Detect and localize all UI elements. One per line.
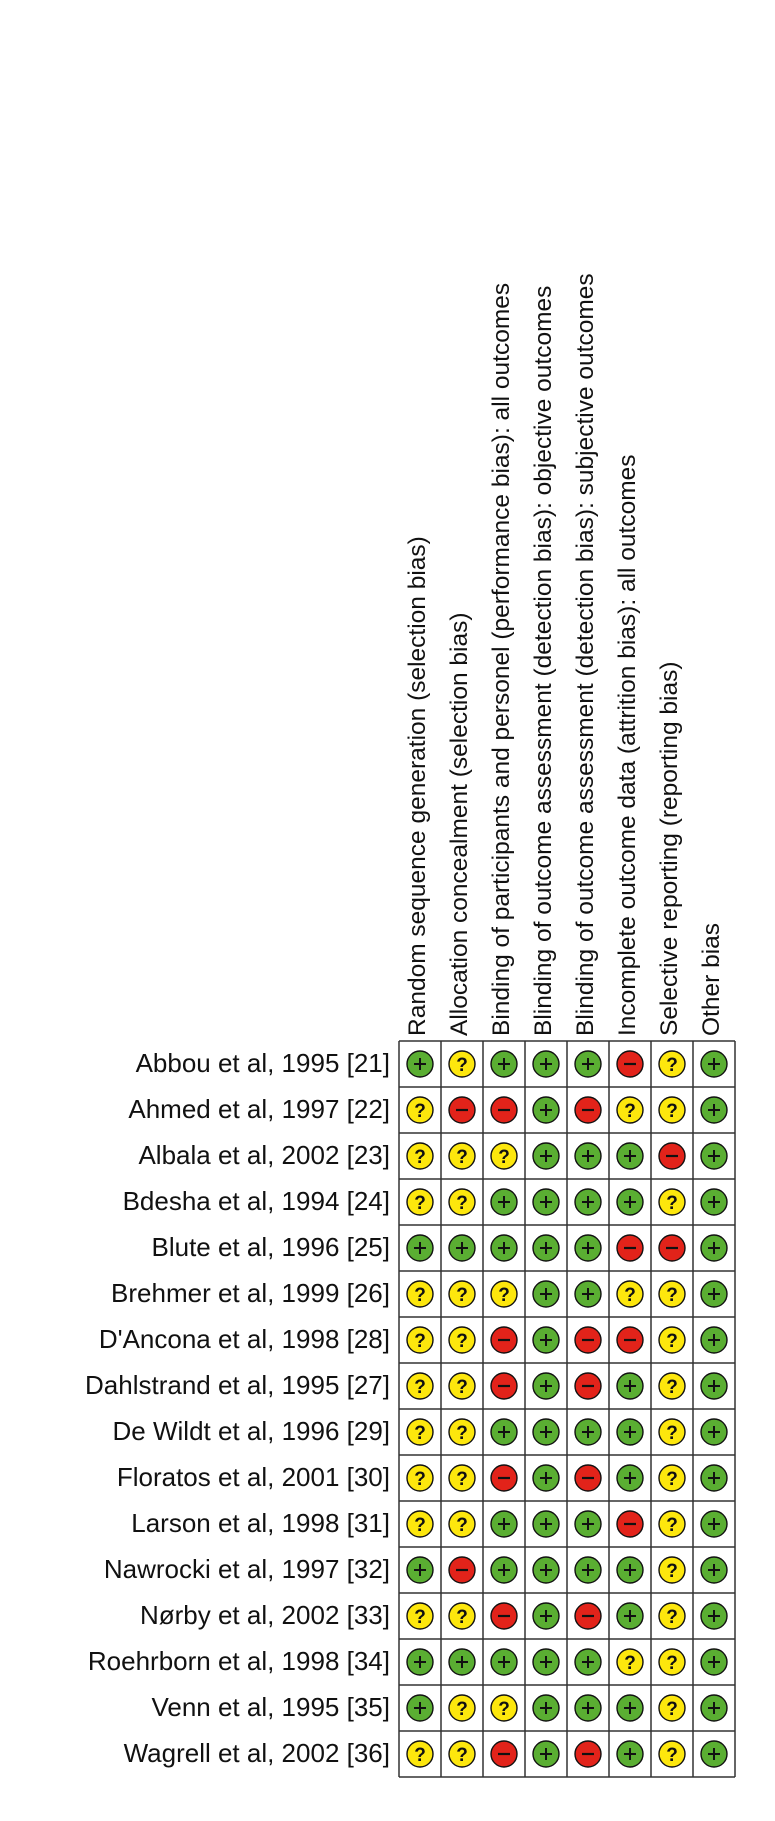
study-label: Wagrell et al, 2002 [36]	[123, 1738, 390, 1768]
question-icon: ?	[498, 1147, 510, 1168]
unclear-risk-marker	[407, 1189, 433, 1215]
unclear-risk-marker	[407, 1373, 433, 1399]
low-risk-marker	[701, 1557, 727, 1583]
low-risk-marker	[617, 1557, 643, 1583]
low-risk-marker	[575, 1051, 601, 1077]
study-label: Bdesha et al, 1994 [24]	[122, 1186, 390, 1216]
study-label: Blute et al, 1996 [25]	[151, 1232, 390, 1262]
study-label: De Wildt et al, 1996 [29]	[112, 1416, 390, 1446]
unclear-risk-marker	[449, 1603, 475, 1629]
high-risk-marker	[659, 1235, 685, 1261]
high-risk-marker	[617, 1327, 643, 1353]
low-risk-marker	[533, 1327, 559, 1353]
low-risk-marker	[575, 1649, 601, 1675]
unclear-risk-marker	[659, 1189, 685, 1215]
low-risk-marker	[575, 1143, 601, 1169]
question-icon: ?	[666, 1469, 678, 1490]
question-icon: ?	[666, 1193, 678, 1214]
high-risk-marker	[575, 1603, 601, 1629]
question-icon: ?	[666, 1285, 678, 1306]
study-label: Abbou et al, 1995 [21]	[135, 1048, 390, 1078]
unclear-risk-marker	[659, 1097, 685, 1123]
unclear-risk-marker	[449, 1511, 475, 1537]
low-risk-marker	[617, 1143, 643, 1169]
study-label: Nawrocki et al, 1997 [32]	[103, 1554, 390, 1584]
unclear-risk-marker	[659, 1327, 685, 1353]
high-risk-marker	[575, 1741, 601, 1767]
low-risk-marker	[701, 1741, 727, 1767]
low-risk-marker	[533, 1419, 559, 1445]
question-icon: ?	[456, 1469, 468, 1490]
low-risk-marker	[617, 1189, 643, 1215]
unclear-risk-marker	[617, 1097, 643, 1123]
unclear-risk-marker	[617, 1649, 643, 1675]
high-risk-marker	[575, 1327, 601, 1353]
low-risk-marker	[407, 1051, 433, 1077]
study-label: Roehrborn et al, 1998 [34]	[87, 1646, 390, 1676]
low-risk-marker	[701, 1051, 727, 1077]
low-risk-marker	[575, 1557, 601, 1583]
unclear-risk-marker	[449, 1281, 475, 1307]
high-risk-marker	[617, 1511, 643, 1537]
unclear-risk-marker	[491, 1695, 517, 1721]
question-icon: ?	[624, 1653, 636, 1674]
high-risk-marker	[617, 1235, 643, 1261]
question-icon: ?	[414, 1377, 426, 1398]
unclear-risk-marker	[659, 1281, 685, 1307]
study-label: Dahlstrand et al, 1995 [27]	[85, 1370, 390, 1400]
unclear-risk-marker	[449, 1741, 475, 1767]
column-header-2: Allocation concealment (selection bias)	[446, 612, 473, 1036]
unclear-risk-marker	[659, 1465, 685, 1491]
question-icon: ?	[666, 1101, 678, 1122]
question-icon: ?	[666, 1699, 678, 1720]
high-risk-marker	[491, 1327, 517, 1353]
low-risk-marker	[533, 1235, 559, 1261]
unclear-risk-marker	[659, 1649, 685, 1675]
column-header-5: Blinding of outcome assessment (detection bias): subjective outcomes	[572, 273, 599, 1036]
high-risk-marker	[575, 1097, 601, 1123]
question-icon: ?	[456, 1745, 468, 1766]
study-label: Floratos et al, 2001 [30]	[116, 1462, 390, 1492]
low-risk-marker	[617, 1465, 643, 1491]
high-risk-marker	[449, 1557, 475, 1583]
low-risk-marker	[533, 1189, 559, 1215]
low-risk-marker	[407, 1649, 433, 1675]
low-risk-marker	[701, 1465, 727, 1491]
question-icon: ?	[666, 1423, 678, 1444]
low-risk-marker	[491, 1051, 517, 1077]
unclear-risk-marker	[407, 1465, 433, 1491]
unclear-risk-marker	[617, 1281, 643, 1307]
question-icon: ?	[666, 1745, 678, 1766]
low-risk-marker	[407, 1557, 433, 1583]
column-header-4: Blinding of outcome assessment (detection bias): objective outcomes	[530, 285, 557, 1036]
high-risk-marker	[491, 1603, 517, 1629]
question-icon: ?	[456, 1285, 468, 1306]
low-risk-marker	[575, 1419, 601, 1445]
question-icon: ?	[498, 1699, 510, 1720]
question-icon: ?	[414, 1101, 426, 1122]
low-risk-marker	[701, 1143, 727, 1169]
low-risk-marker	[701, 1281, 727, 1307]
low-risk-marker	[575, 1189, 601, 1215]
low-risk-marker	[533, 1281, 559, 1307]
question-icon: ?	[414, 1515, 426, 1536]
low-risk-marker	[533, 1603, 559, 1629]
low-risk-marker	[575, 1511, 601, 1537]
unclear-risk-marker	[407, 1741, 433, 1767]
unclear-risk-marker	[407, 1419, 433, 1445]
high-risk-marker	[449, 1097, 475, 1123]
unclear-risk-marker	[659, 1373, 685, 1399]
unclear-risk-marker	[659, 1695, 685, 1721]
unclear-risk-marker	[449, 1051, 475, 1077]
question-icon: ?	[414, 1147, 426, 1168]
low-risk-marker	[701, 1189, 727, 1215]
high-risk-marker	[617, 1051, 643, 1077]
unclear-risk-marker	[659, 1603, 685, 1629]
question-icon: ?	[666, 1377, 678, 1398]
question-icon: ?	[666, 1607, 678, 1628]
low-risk-marker	[449, 1235, 475, 1261]
unclear-risk-marker	[407, 1511, 433, 1537]
question-icon: ?	[456, 1515, 468, 1536]
low-risk-marker	[491, 1189, 517, 1215]
question-icon: ?	[666, 1653, 678, 1674]
study-label: Albala et al, 2002 [23]	[138, 1140, 390, 1170]
unclear-risk-marker	[407, 1603, 433, 1629]
column-header-8: Other bias	[698, 922, 725, 1036]
high-risk-marker	[659, 1143, 685, 1169]
low-risk-marker	[533, 1741, 559, 1767]
unclear-risk-marker	[659, 1419, 685, 1445]
unclear-risk-marker	[407, 1097, 433, 1123]
high-risk-marker	[491, 1465, 517, 1491]
risk-of-bias-grid	[398, 1040, 736, 1778]
low-risk-marker	[533, 1695, 559, 1721]
column-header-7: Selective reporting (reporting bias)	[656, 661, 683, 1036]
low-risk-marker	[701, 1419, 727, 1445]
low-risk-marker	[533, 1097, 559, 1123]
low-risk-marker	[701, 1373, 727, 1399]
low-risk-marker	[701, 1097, 727, 1123]
low-risk-marker	[701, 1235, 727, 1261]
question-icon: ?	[456, 1607, 468, 1628]
low-risk-marker	[701, 1603, 727, 1629]
unclear-risk-marker	[407, 1327, 433, 1353]
question-icon: ?	[624, 1285, 636, 1306]
question-icon: ?	[414, 1745, 426, 1766]
question-icon: ?	[498, 1285, 510, 1306]
low-risk-marker	[491, 1511, 517, 1537]
low-risk-marker	[701, 1511, 727, 1537]
unclear-risk-marker	[407, 1281, 433, 1307]
study-label: Larson et al, 1998 [31]	[131, 1508, 390, 1538]
low-risk-marker	[533, 1373, 559, 1399]
low-risk-marker	[491, 1419, 517, 1445]
unclear-risk-marker	[659, 1051, 685, 1077]
low-risk-marker	[575, 1281, 601, 1307]
low-risk-marker	[617, 1373, 643, 1399]
unclear-risk-marker	[407, 1143, 433, 1169]
high-risk-marker	[491, 1373, 517, 1399]
unclear-risk-marker	[659, 1557, 685, 1583]
unclear-risk-marker	[491, 1143, 517, 1169]
low-risk-marker	[617, 1695, 643, 1721]
question-icon: ?	[414, 1607, 426, 1628]
unclear-risk-marker	[659, 1741, 685, 1767]
low-risk-marker	[449, 1649, 475, 1675]
unclear-risk-marker	[659, 1511, 685, 1537]
column-header-6: Incomplete outcome data (attrition bias): all outcomes	[614, 454, 641, 1036]
question-icon: ?	[666, 1331, 678, 1352]
question-icon: ?	[456, 1193, 468, 1214]
study-label: Nørby et al, 2002 [33]	[139, 1600, 390, 1630]
low-risk-marker	[617, 1419, 643, 1445]
question-icon: ?	[666, 1055, 678, 1076]
high-risk-marker	[575, 1465, 601, 1491]
column-header-3: Binding of participants and personel (performance bias): all outcomes	[488, 282, 515, 1036]
low-risk-marker	[533, 1465, 559, 1491]
question-icon: ?	[414, 1331, 426, 1352]
low-risk-marker	[701, 1327, 727, 1353]
study-label: D'Ancona et al, 1998 [28]	[98, 1324, 390, 1354]
low-risk-marker	[701, 1695, 727, 1721]
low-risk-marker	[575, 1695, 601, 1721]
question-icon: ?	[414, 1469, 426, 1490]
question-icon: ?	[666, 1561, 678, 1582]
low-risk-marker	[575, 1235, 601, 1261]
low-risk-marker	[533, 1051, 559, 1077]
study-label: Venn et al, 1995 [35]	[151, 1692, 390, 1722]
low-risk-marker	[407, 1695, 433, 1721]
study-label: Brehmer et al, 1999 [26]	[111, 1278, 390, 1308]
question-icon: ?	[456, 1377, 468, 1398]
question-icon: ?	[414, 1193, 426, 1214]
question-icon: ?	[456, 1055, 468, 1076]
question-icon: ?	[624, 1101, 636, 1122]
study-label: Ahmed et al, 1997 [22]	[128, 1094, 390, 1124]
question-icon: ?	[666, 1515, 678, 1536]
low-risk-marker	[407, 1235, 433, 1261]
question-icon: ?	[456, 1699, 468, 1720]
low-risk-marker	[533, 1649, 559, 1675]
question-icon: ?	[456, 1147, 468, 1168]
column-header-1: Random sequence generation (selection bias)	[404, 536, 431, 1036]
low-risk-marker	[533, 1143, 559, 1169]
low-risk-marker	[533, 1511, 559, 1537]
unclear-risk-marker	[449, 1695, 475, 1721]
low-risk-marker	[491, 1649, 517, 1675]
low-risk-marker	[617, 1603, 643, 1629]
high-risk-marker	[575, 1373, 601, 1399]
low-risk-marker	[491, 1235, 517, 1261]
low-risk-marker	[491, 1557, 517, 1583]
unclear-risk-marker	[449, 1419, 475, 1445]
unclear-risk-marker	[449, 1465, 475, 1491]
question-icon: ?	[456, 1331, 468, 1352]
low-risk-marker	[533, 1557, 559, 1583]
unclear-risk-marker	[449, 1327, 475, 1353]
low-risk-marker	[617, 1741, 643, 1767]
low-risk-marker	[701, 1649, 727, 1675]
question-icon: ?	[456, 1423, 468, 1444]
question-icon: ?	[414, 1285, 426, 1306]
unclear-risk-marker	[449, 1189, 475, 1215]
high-risk-marker	[491, 1097, 517, 1123]
unclear-risk-marker	[449, 1373, 475, 1399]
question-icon: ?	[414, 1423, 426, 1444]
high-risk-marker	[491, 1741, 517, 1767]
unclear-risk-marker	[491, 1281, 517, 1307]
unclear-risk-marker	[449, 1143, 475, 1169]
